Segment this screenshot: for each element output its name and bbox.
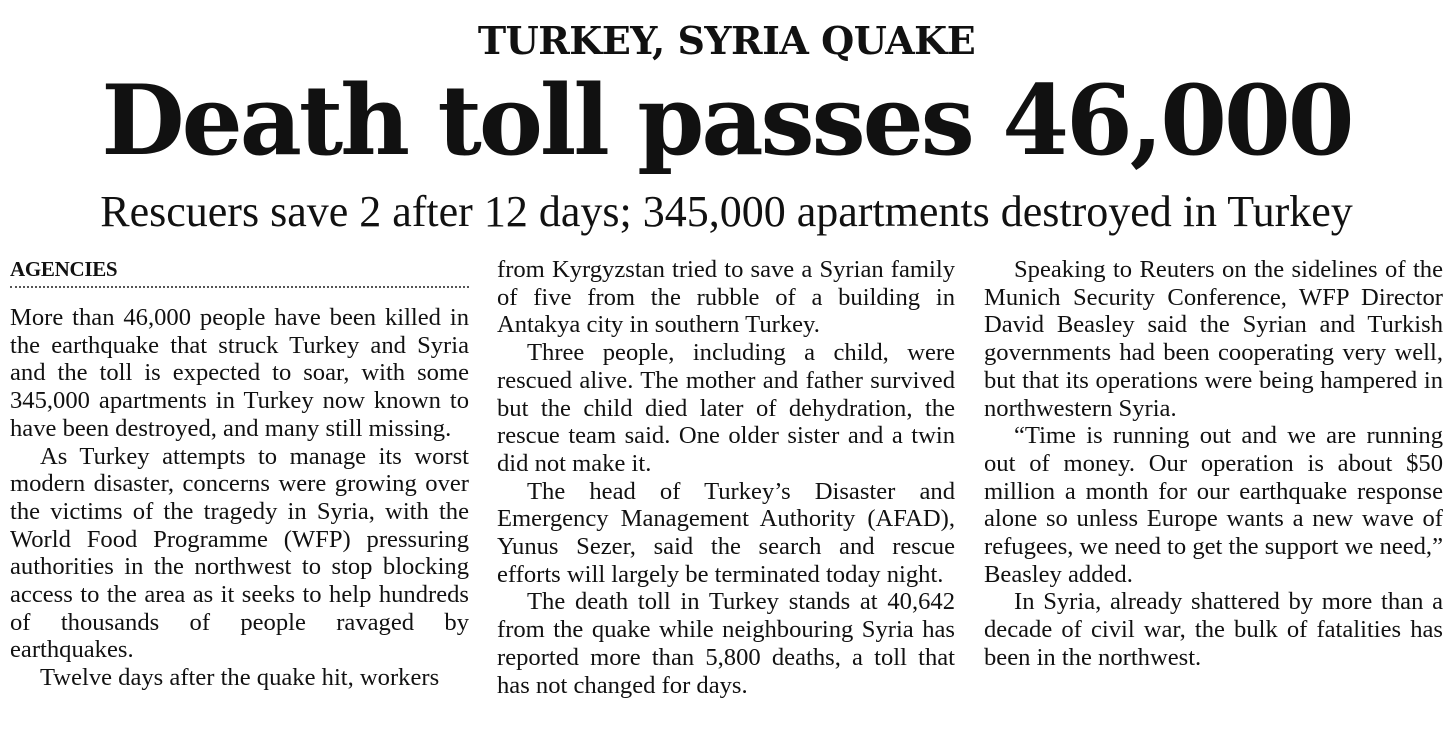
paragraph: Twelve days after the quake hit, workers	[40, 664, 440, 692]
paragraph: Speaking to Reuters on the sidelines of the Munich Security Conference, WFP Director David Beasley said the Syrian and Turkish governments had been cooperating very well, but that its operations were being hampered in northwestern Syria.	[984, 256, 1443, 422]
paragraph: More than 46,000 people have been killed in the earthquake that struck Turkey and Syria and the toll is expected to soar, with some 345,000 apartments in Turkey now known to have been destroyed, and many still missing.	[10, 304, 469, 442]
paragraph: In Syria, already shattered by more than a decade of civil war, the bulk of fatalities has been in the northwest.	[984, 588, 1443, 671]
paragraph: As Turkey attempts to manage its worst modern disaster, concerns were growing over the victims of the tragedy in Syria, with the World Food Programme (WFP) pressuring authorities in the northwest to stop blocking access to the area as it seeks to help hundreds of thousands of people ravaged by earthquakes.	[10, 442, 469, 664]
paragraph: The death toll in Turkey stands at 40,642 from the quake while neighbouring Syria has reported more than 5,800 deaths, a toll that has not changed for days.	[497, 588, 955, 699]
paragraph: from Kyrgyzstan tried to save a Syrian family of five from the rubble of a building in Antakya city in southern Turkey.	[497, 256, 955, 339]
article-column-2	[497, 256, 955, 699]
kicker: TURKEY, SYRIA QUAKE	[477, 18, 976, 63]
byline: AGENCIES	[10, 257, 118, 281]
subheadline: Rescuers save 2 after 12 days; 345,000 apartments destroyed in Turkey	[100, 187, 1353, 236]
article-column-1	[10, 256, 469, 692]
headline: Death toll passes 46,000	[101, 64, 1352, 177]
paragraph: The head of Turkey’s Disaster and Emergency Management Authority (AFAD), Yunus Sezer, said the search and rescue efforts will largely be terminated today night.	[497, 477, 955, 588]
paragraph: “Time is running out and we are running out of money. Our operation is about $50 million a month for our earthquake response alone so unless Europe wants a new wave of refugees, we need to get the support we need,” Beasley added.	[984, 422, 1443, 588]
article-column-3	[984, 256, 1443, 672]
paragraph: Three people, including a child, were rescued alive. The mother and father survived but the child died later of dehydration, the rescue team said. One older sister and a twin did not make it.	[497, 339, 955, 477]
byline-divider	[10, 286, 469, 288]
